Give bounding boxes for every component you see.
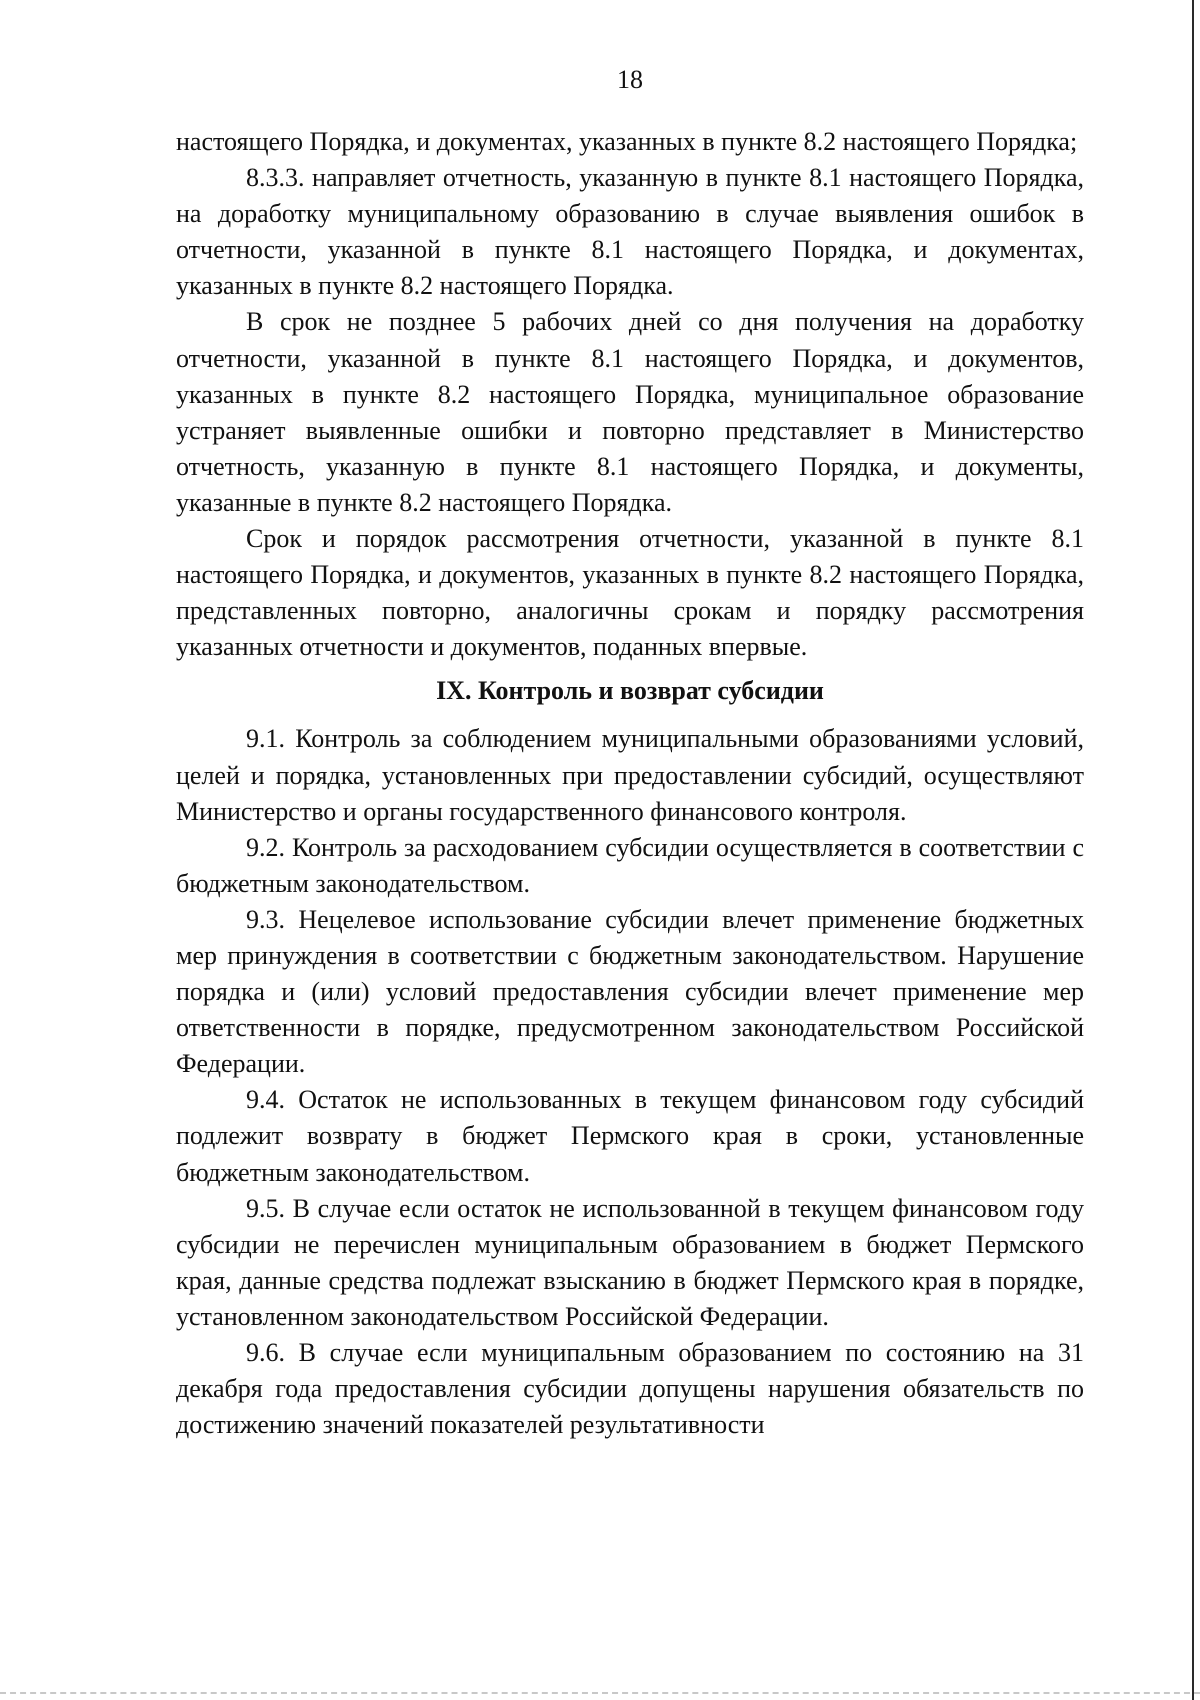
paragraph-9-2: 9.2. Контроль за расходованием субсидии осуществляется в соответствии с бюджетным законодательством. [176, 832, 1084, 898]
scan-edge-bottom [0, 1692, 1200, 1694]
paragraph-deadline-5-days: В срок не позднее 5 рабочих дней со дня получения на доработку отчетности, указанной в пункте 8.1 настоящего Порядка, и документов, указанных в пункте 8.2 настоящего Порядка, муниципальное образование устраняет выявленные ошибки и повторно представляет в Министерство отчетность, указанную в пункте 8.1 настоящего Порядка, и документы, указанные в пункте 8.2 настоящего Порядка. [176, 307, 1084, 517]
page-body [176, 124, 1084, 1443]
paragraph-9-1: 9.1. Контроль за соблюдением муниципальными образованиями условий, целей и порядка, установленных при предоставлении субсидий, осуществляют Министерство и органы государственного финансового контроля. [176, 724, 1084, 826]
paragraph-9-5: 9.5. В случае если остаток не использованной в текущем финансовом году субсидии не перечислен муниципальным образованием в бюджет Пермского края, данные средства подлежат взысканию в бюджет Пермского края в порядке, установленном законодательством Российской Федерации. [176, 1193, 1084, 1331]
paragraph-8-3-3: 8.3.3. направляет отчетность, указанную в пункте 8.1 настоящего Порядка, на доработку муниципальному образованию в случае выявления ошибок в отчетности, указанной в пункте 8.1 настоящего Порядка, и документах, указанных в пункте 8.2 настоящего Порядка. [176, 163, 1084, 301]
paragraph-review-terms: Срок и порядок рассмотрения отчетности, указанной в пункте 8.1 настоящего Порядка, и документов, указанных в пункте 8.2 настоящего Порядка, представленных повторно, аналогичны срокам и порядку рассмотрения указанных отчетности и документов, поданных впервые. [176, 524, 1084, 662]
paragraphs-after-heading [176, 721, 1084, 1443]
page-number: 18 [617, 65, 643, 94]
section-heading: IX. Контроль и возврат субсидии [436, 676, 824, 706]
paragraph-9-6: 9.6. В случае если муниципальным образованием по состоянию на 31 декабря года предоставления субсидии допущены нарушения обязательств по достижению значений показателей результативности [176, 1338, 1084, 1440]
paragraph-9-4: 9.4. Остаток не использованных в текущем финансовом году субсидий подлежит возврату в бюджет Пермского края в сроки, установленные бюджетным законодательством. [176, 1085, 1084, 1187]
paragraphs-before-heading [176, 124, 1084, 665]
paragraph-9-3: 9.3. Нецелевое использование субсидии влечет применение бюджетных мер принуждения в соответствии с бюджетным законодательством. Нарушение порядка и (или) условий предоставления субсидии влечет применение мер ответственности в порядке, предусмотренном законодательством Российской Федерации. [176, 904, 1084, 1079]
scan-edge-right [1192, 0, 1194, 1700]
paragraph-continuation: настоящего Порядка, и документах, указанных в пункте 8.2 настоящего Порядка; [176, 127, 1078, 156]
